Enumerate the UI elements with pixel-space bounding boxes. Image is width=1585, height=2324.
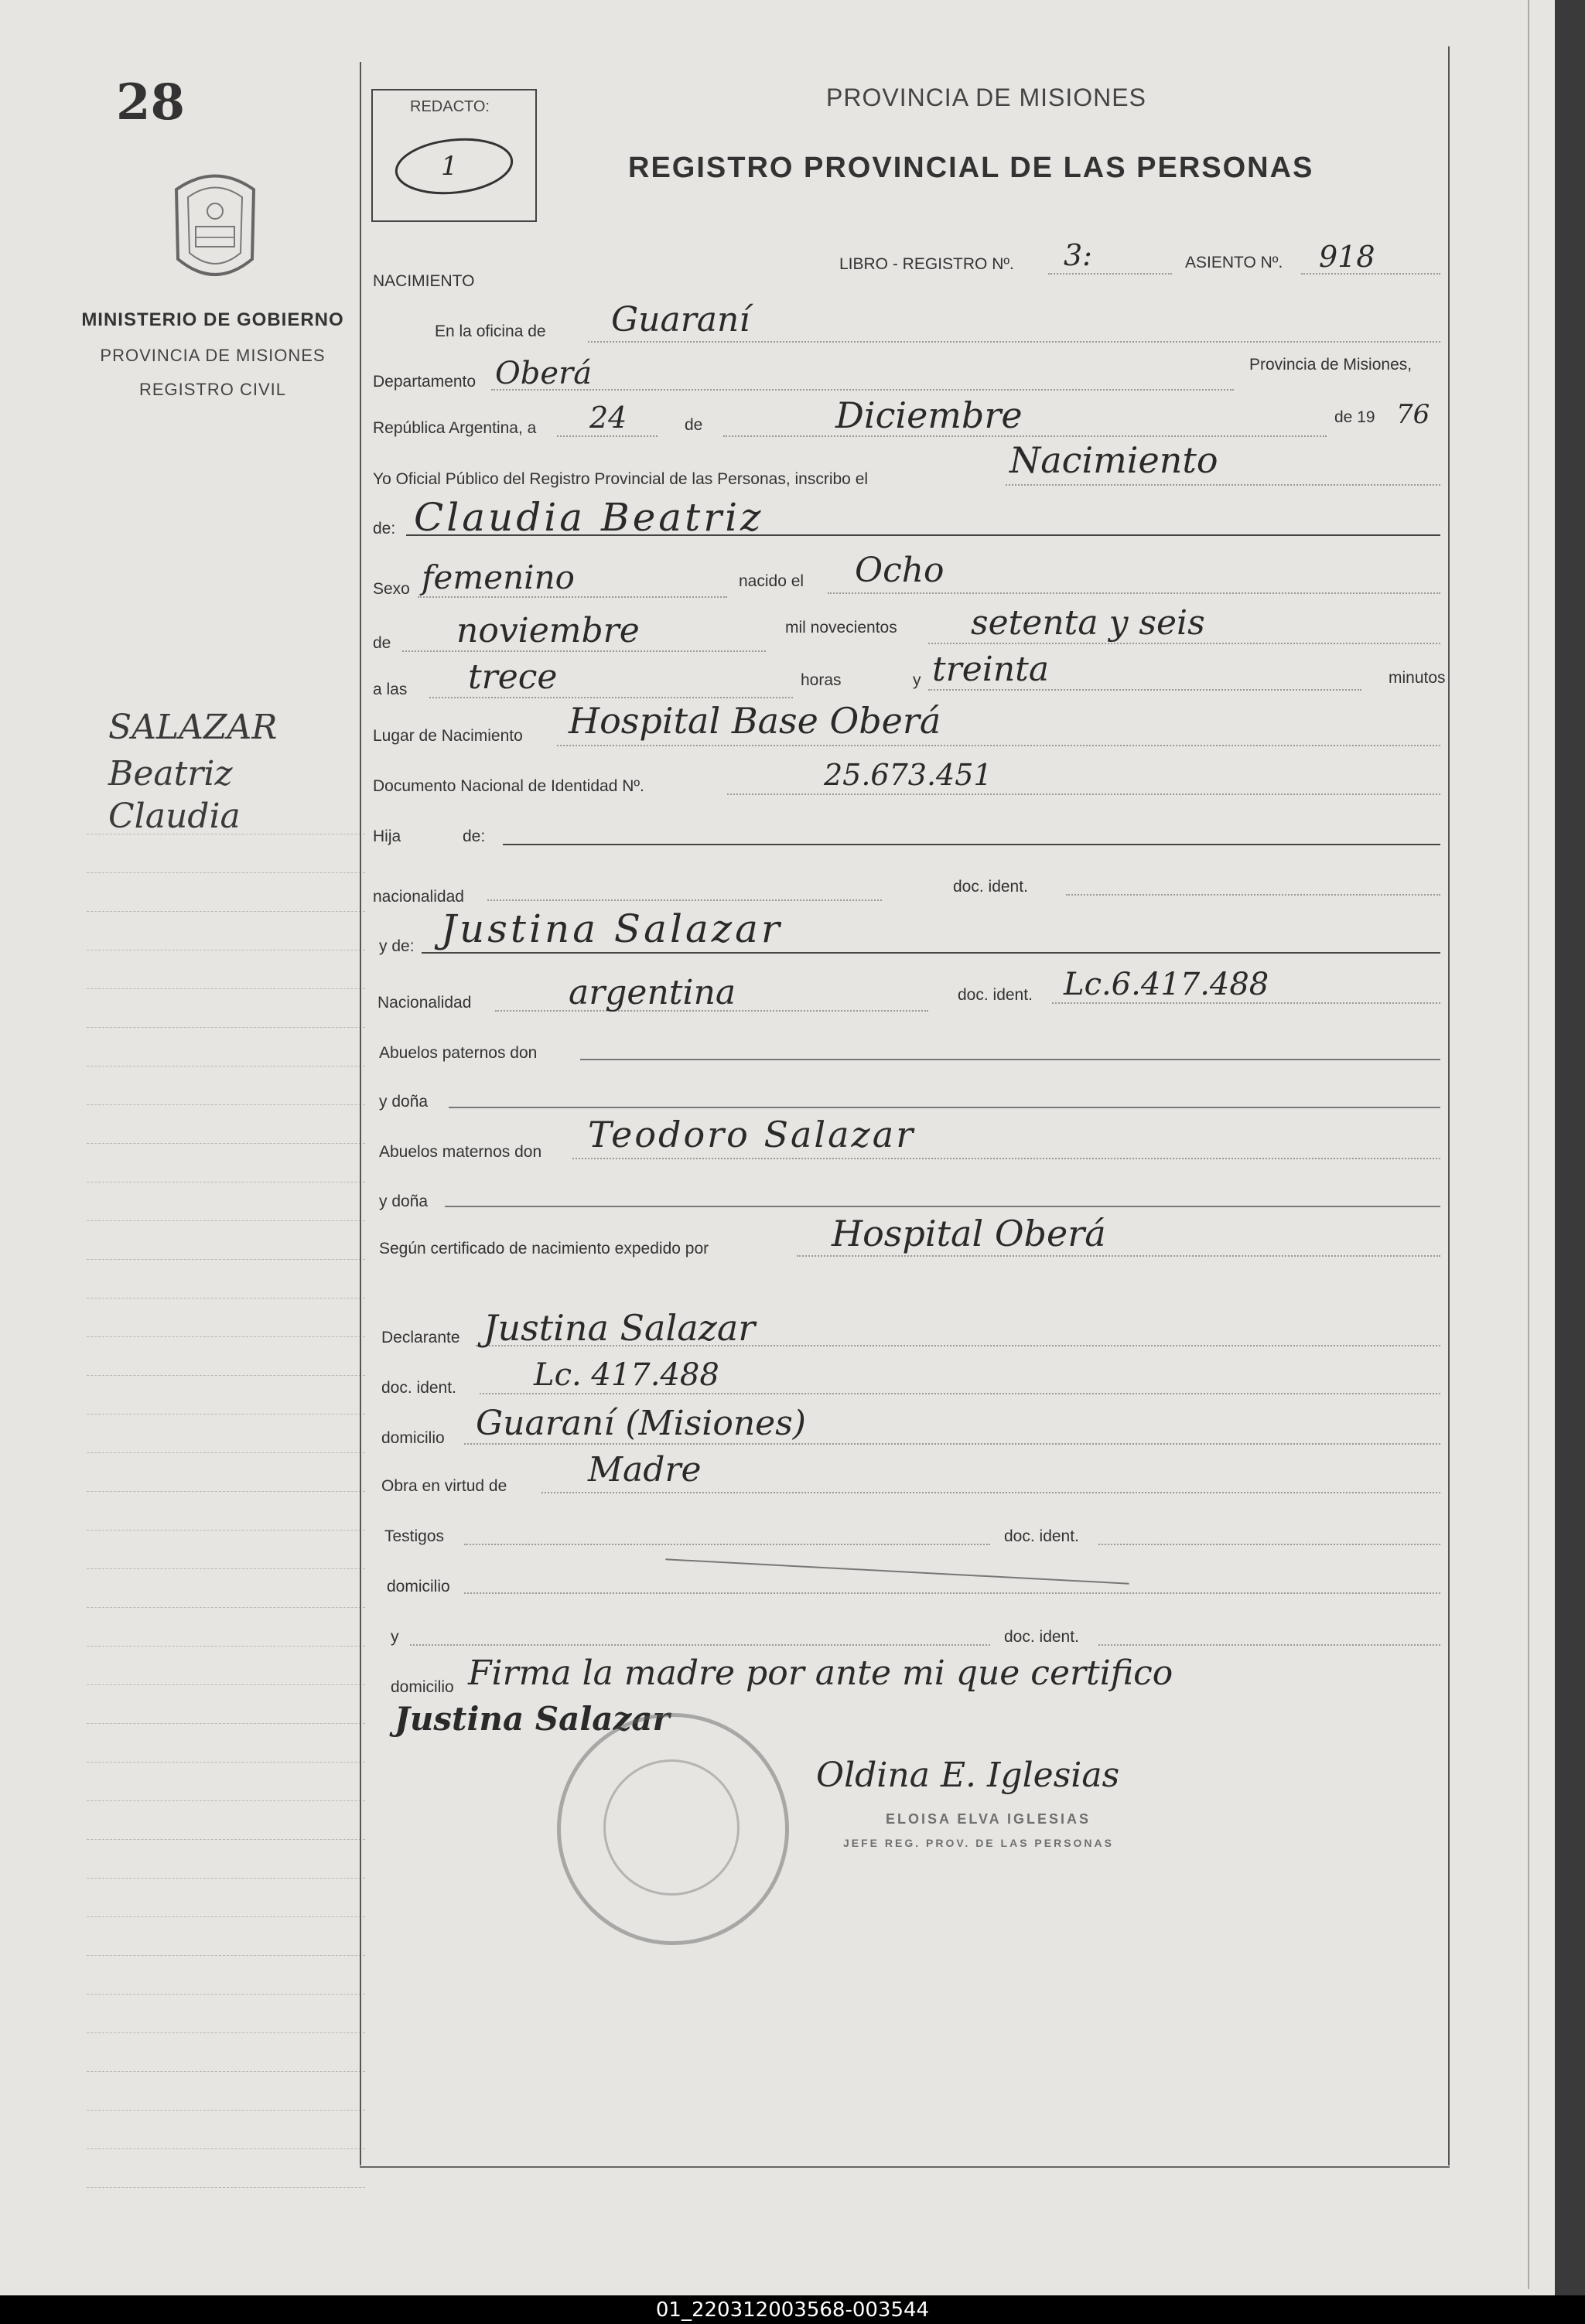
redacto-box [371,89,537,222]
oficina-value: Guaraní [611,300,750,340]
declarante-label: Declarante [381,1329,460,1346]
left-frame-line [360,62,361,2165]
month-value: Diciembre [835,394,1023,436]
dni-label: Documento Nacional de Identidad Nº. [373,777,644,795]
hija-de-label: de: [463,828,486,845]
nacido-value: Ocho [855,551,945,590]
republica-label: República Argentina, a [373,419,537,437]
mother-signature: Justina Salazar [395,1700,670,1738]
certificado-label: Según certificado de nacimiento expedido por [379,1240,709,1258]
abuela-materna-label: y doña [379,1193,429,1210]
official-signature: Oldina E. Iglesias [816,1756,1120,1795]
padre-doc-label: doc. ident. [953,878,1028,896]
libro-value: 3: [1064,238,1092,272]
testigos-label: Testigos [384,1527,445,1545]
declarante-doc-value: Lc. 417.488 [534,1357,719,1393]
minutos-label: minutos [1389,669,1446,687]
nombre-de-label: de: [373,520,396,537]
coat-of-arms-icon [161,166,269,290]
lugar-label: Lugar de Nacimiento [373,727,523,745]
abuelos-maternos-label: Abuelos maternos don [379,1143,542,1161]
oficina-label: En la oficina de [435,322,546,340]
sexo-value: femenino [422,558,575,596]
mil-label: mil novecientos [785,619,897,636]
image-id-text: 01_220312003568-003544 [655,2298,930,2322]
horas-label: horas [801,671,842,689]
ministry-heading: MINISTERIO DE GOBIERNO [81,309,344,330]
hija-label: Hija [373,828,401,845]
mes-nac-value: noviembre [456,611,640,650]
abuelo-materno-value: Teodoro Salazar [588,1114,916,1155]
margin-surname: SALAZAR [108,708,278,747]
official-printed-title: JEFE REG. PROV. DE LAS PERSONAS [843,1837,1114,1849]
inscribo-value: Nacimiento [1009,439,1218,481]
page-number: 28 [116,73,186,131]
testigos-domicilio-label: domicilio [387,1578,450,1595]
redacto-label: REDACTO: [410,98,490,115]
header-province: PROVINCIA DE MISIONES [826,84,1146,111]
domicilio2-label: domicilio [391,1678,454,1696]
official-printed-name: ELOISA ELVA IGLESIAS [886,1811,1091,1827]
minutos-y-label: y [913,671,921,689]
lugar-value: Hospital Base Oberá [569,700,941,742]
domicilio-label: domicilio [381,1429,445,1447]
testigo2-doc-label: doc. ident. [1004,1628,1079,1646]
day-value: 24 [589,401,627,435]
padre-nacionalidad-label: nacionalidad [373,888,464,906]
margin-name-1: Beatriz [108,754,233,793]
madre-y-de-label: y de: [379,937,415,955]
official-stamp-icon [557,1713,789,1945]
testigos-doc-label: doc. ident. [1004,1527,1079,1545]
registry-heading: REGISTRO CIVIL [138,380,287,399]
certificado-value: Hospital Oberá [832,1213,1106,1254]
province-heading: PROVINCIA DE MISIONES [100,346,326,365]
year-value: 76 [1396,399,1430,430]
alas-label: a las [373,681,408,698]
departamento-value: Oberá [495,356,593,391]
margin-name-2: Claudia [108,797,241,836]
obra-label: Obra en virtud de [381,1477,507,1495]
minutos-value: treinta [932,650,1050,689]
madre-nacionalidad-label: Nacionalidad [377,994,472,1012]
asiento-label: ASIENTO Nº. [1185,254,1283,271]
abuelos-paternos-label: Abuelos paternos don [379,1044,538,1062]
hora-value: trece [468,657,558,697]
header-title: REGISTRO PROVINCIAL DE LAS PERSONAS [628,152,1314,184]
madre-value: Justina Salazar [441,906,783,951]
madre-doc-label: doc. ident. [958,986,1033,1004]
dni-value: 25.673.451 [824,758,992,792]
nacido-label: nacido el [739,572,804,590]
testigo2-y-label: y [391,1628,399,1646]
declarante-value: Justina Salazar [483,1307,756,1349]
image-id-footer [0,2295,1585,2324]
madre-nacionalidad-value: argentina [569,973,736,1012]
date-de-label: de [685,416,703,434]
page-edge-shadow [1555,0,1585,2295]
libro-label: LIBRO - REGISTRO Nº. [839,255,1014,273]
asiento-value: 918 [1319,240,1375,274]
provincia-label: Provincia de Misiones, [1249,356,1412,374]
firma-note: Firma la madre por ante mi que certifico [468,1653,1173,1693]
page-edge-line [1528,0,1529,2289]
anio-nac-value: setenta y seis [971,603,1205,643]
mes-de-label: de [373,634,391,652]
nombre-value: Claudia Beatriz [414,495,764,540]
record-type-label: NACIMIENTO [373,272,475,290]
year-label: de 19 [1334,408,1375,426]
right-frame-line [1448,46,1450,2165]
oficial-label: Yo Oficial Público del Registro Provincial de las Personas, inscribo el [373,470,869,488]
madre-doc-value: Lc.6.417.488 [1064,967,1269,1002]
departamento-label: Departamento [373,373,477,391]
abuela-paterna-label: y doña [379,1093,429,1111]
declarante-doc-label: doc. ident. [381,1379,456,1397]
domicilio-value: Guaraní (Misiones) [476,1404,806,1443]
redacto-value: 1 [441,151,458,182]
obra-value: Madre [588,1450,702,1490]
sexo-label: Sexo [373,580,410,598]
